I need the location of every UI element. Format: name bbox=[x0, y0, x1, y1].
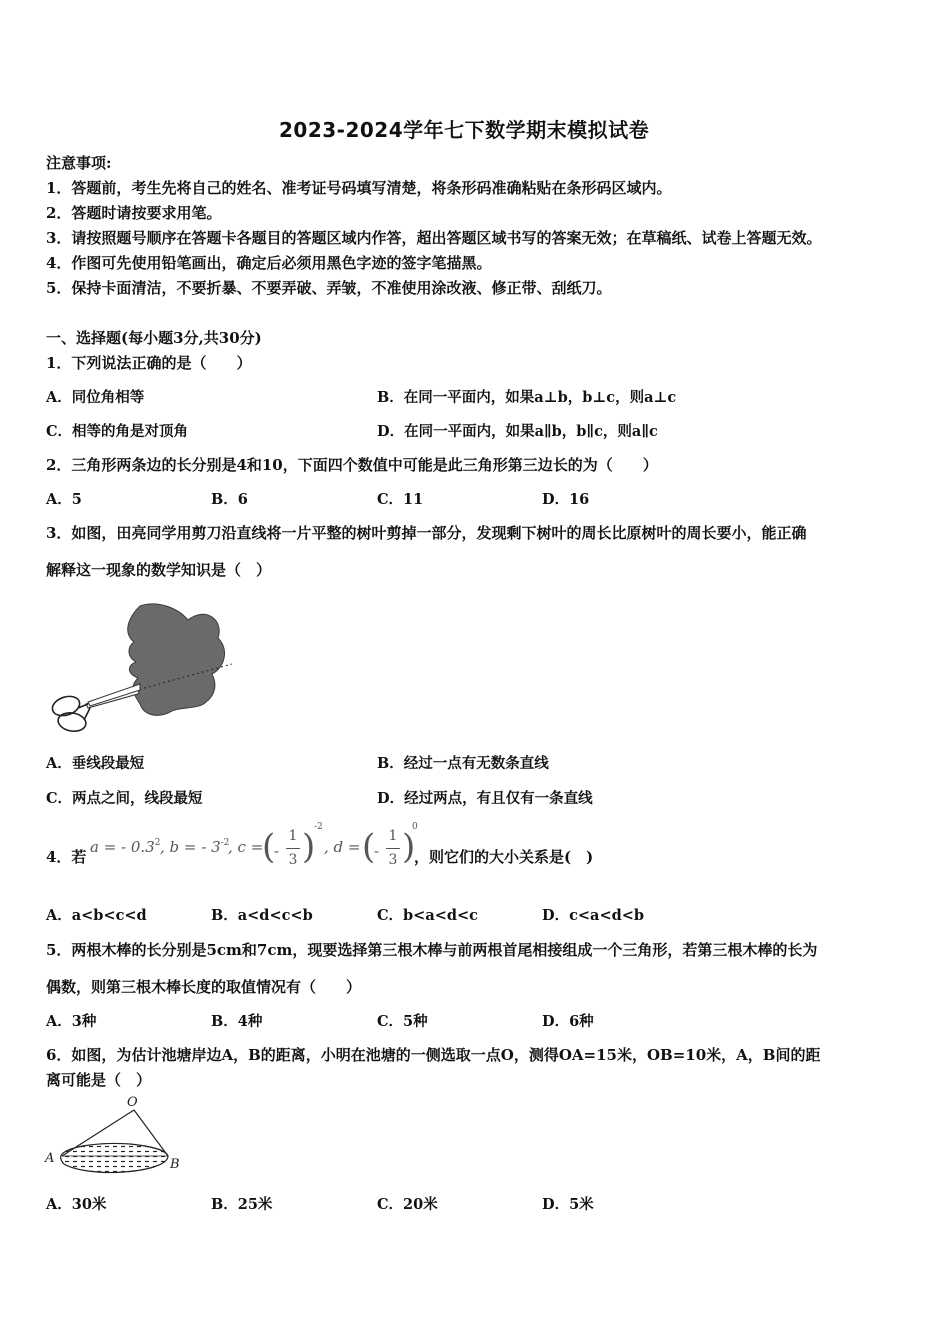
q4-expr-b: , b = - $3^{-2}$ bbox=[160, 838, 230, 856]
q3-option-a: A．垂线段最短 bbox=[46, 755, 145, 772]
q1-option-c: C．相等的角是对顶角 bbox=[46, 423, 189, 440]
notice-item: 2．答题时请按要求用笔。 bbox=[46, 204, 222, 222]
notice-item: 3．请按照题号顺序在答题卡各题目的答题区域内作答，超出答题区域书写的答案无效；在草稿纸、试卷上答题无效。 bbox=[46, 229, 822, 247]
q3-option-b: B．经过一点有无数条直线 bbox=[377, 755, 549, 772]
q6-option-a: A．30米 bbox=[46, 1196, 107, 1213]
q6-option-b: B．25米 bbox=[211, 1196, 273, 1213]
q4-option-d: D．c<a<d<b bbox=[542, 907, 645, 924]
notice-item: 5．保持卡面清洁，不要折暴、不要弄破、弄皱，不准使用涂改液、修正带、刮纸刀。 bbox=[46, 279, 612, 297]
q4-fraction-c: ( - 1 3 ) -2 bbox=[262, 822, 323, 868]
q5-option-d: D．6种 bbox=[542, 1013, 594, 1030]
label-o: O bbox=[127, 1095, 138, 1110]
q5-stem-line1: 5．两根木棒的长分别是5cm和7cm，现要选择第三根木棒与前两根首尾相接组成一个三角形，若第三根木棒的长为 bbox=[46, 941, 818, 959]
q3-option-d: D．经过两点，有且仅有一条直线 bbox=[377, 790, 593, 807]
q4-prefix: 4．若 bbox=[46, 848, 87, 866]
q4-expr-a: a = - $0.3^2$ bbox=[90, 838, 161, 856]
q6-option-d: D．5米 bbox=[542, 1196, 594, 1213]
q5-stem-line2: 偶数，则第三根木棒长度的取值情况有（ ） bbox=[46, 978, 362, 996]
pond-figure bbox=[40, 1094, 190, 1178]
q6-stem-line2: 离可能是（ ） bbox=[46, 1071, 152, 1089]
label-a: A bbox=[45, 1151, 55, 1166]
q4-fraction-d: ( - 1 3 ) 0 bbox=[362, 822, 418, 868]
label-b: B bbox=[170, 1157, 180, 1172]
q2-option-a: A．5 bbox=[46, 491, 82, 508]
q5-option-a: A．3种 bbox=[46, 1013, 97, 1030]
q5-option-b: B．4种 bbox=[211, 1013, 263, 1030]
q5-option-c: C．5种 bbox=[377, 1013, 428, 1030]
q2-stem: 2．三角形两条边的长分别是4和10，下面四个数值中可能是此三角形第三边长的为（ ） bbox=[46, 456, 658, 474]
q6-option-c: C．20米 bbox=[377, 1196, 438, 1213]
q4-option-a: A．a<b<c<d bbox=[46, 907, 147, 924]
q1-option-a: A．同位角相等 bbox=[46, 389, 145, 406]
q1-option-d: D．在同一平面内，如果a∥b，b∥c，则a∥c bbox=[377, 423, 658, 440]
q4-suffix: ，则它们的大小关系是( ) bbox=[414, 848, 594, 866]
q2-option-b: B．6 bbox=[211, 491, 248, 508]
q2-option-d: D．16 bbox=[542, 491, 590, 508]
q1-stem: 1．下列说法正确的是（ ） bbox=[46, 354, 252, 372]
notice-item: 4．作图可先使用铅笔画出，确定后必须用黑色字迹的签字笔描黑。 bbox=[46, 254, 492, 272]
q3-option-c: C．两点之间，线段最短 bbox=[46, 790, 203, 807]
notice-item: 1．答题前，考生先将自己的姓名、准考证号码填写清楚，将条形码准确粘贴在条形码区域内。 bbox=[46, 179, 672, 197]
q2-option-c: C．11 bbox=[377, 491, 424, 508]
leaf-scissors-figure bbox=[48, 598, 232, 738]
q4-expr-d: , d = bbox=[324, 838, 361, 856]
notice-heading: 注意事项: bbox=[46, 154, 112, 172]
q6-stem-line1: 6．如图，为估计池塘岸边A，B的距离，小明在池塘的一侧选取一点O，测得OA=15米，OB=10米，A，B间的距 bbox=[46, 1046, 821, 1064]
q4-option-c: C．b<a<d<c bbox=[377, 907, 478, 924]
q1-option-b: B．在同一平面内，如果a⊥b，b⊥c，则a⊥c bbox=[377, 389, 677, 406]
section-heading: 一、选择题(每小题3分,共30分) bbox=[46, 329, 262, 347]
q4-option-b: B．a<d<c<b bbox=[211, 907, 313, 924]
page-title: 2023-2024学年七下数学期末模拟试卷 bbox=[279, 118, 650, 142]
q4-expr-c: , c = bbox=[228, 838, 264, 856]
q3-stem-line1: 3．如图，田亮同学用剪刀沿直线将一片平整的树叶剪掉一部分，发现剩下树叶的周长比原树叶的周长要小，能正确 bbox=[46, 524, 807, 542]
q3-stem-line2: 解释这一现象的数学知识是（ ） bbox=[46, 561, 272, 579]
